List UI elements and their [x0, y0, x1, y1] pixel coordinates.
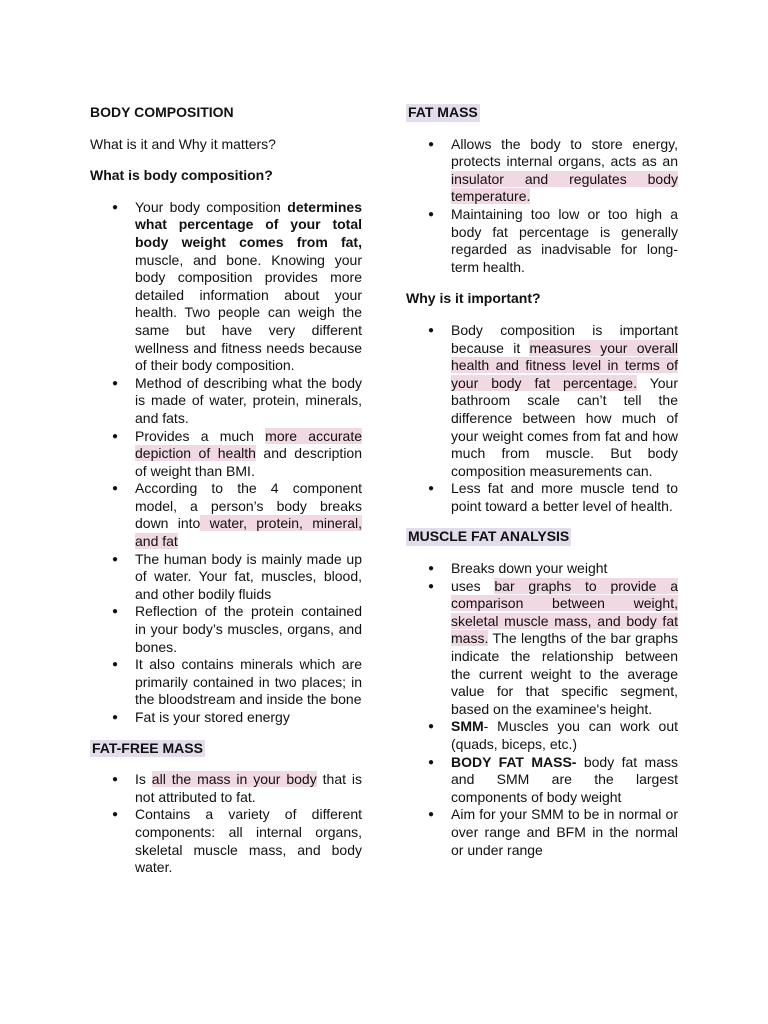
why-important-heading: Why is it important?: [406, 290, 541, 307]
text-run: It also contains minerals which are primarily contained in two places; in the bloodstream and inside the bone: [135, 656, 362, 708]
list-item: [90, 656, 362, 709]
text-run: Maintaining too low or too high a body fat percentage is generally regarded as inadvisable for long-term health.: [451, 205, 678, 275]
list-item: [406, 718, 678, 753]
text-run: Fat is your stored energy: [135, 709, 290, 725]
list-item: [406, 806, 678, 859]
text-run: and description of weight than BMI.: [135, 445, 363, 479]
text-run: uses: [451, 577, 495, 594]
importance-list: [406, 322, 678, 516]
composition-list: [90, 199, 362, 727]
fat-free-mass-list: [90, 771, 362, 877]
muscle-fat-analysis-heading: MUSCLE FAT ANALYSIS: [408, 528, 570, 545]
list-item: [406, 560, 678, 578]
list-item: [90, 603, 362, 656]
list-item: [406, 754, 678, 807]
bold-text: determines what percentage of your total body weight comes from fat,: [135, 198, 362, 250]
list-item: [90, 771, 362, 806]
right-column: [406, 104, 678, 859]
highlighted-text: water, protein, mineral, and fat: [135, 515, 362, 550]
list-item: [406, 578, 678, 719]
text-run: Your bathroom scale can’t tell the difference between how much of your weight comes from fat and how much from muscle. But body composition measurements can.: [451, 374, 678, 479]
list-item: [90, 709, 362, 727]
bold-text: BODY FAT MASS-: [451, 753, 577, 770]
list-item: [406, 480, 678, 515]
list-item: [406, 322, 678, 480]
list-item: [406, 136, 678, 206]
list-item: [90, 428, 362, 481]
text-run: The lengths of the bar graphs indicate the relationship between the current weight to the average value for that specific segment, based on the examinee's height.: [451, 630, 678, 717]
text-run: Provides a much: [135, 427, 266, 444]
list-item: [90, 375, 362, 428]
list-item: [90, 480, 362, 550]
highlighted-text: all the mass in your body: [151, 771, 317, 788]
highlighted-text: more accurate depiction of health: [135, 427, 362, 462]
list-item: [406, 206, 678, 276]
text-run: - Muscles you can work out (quads, biceps, etc.): [451, 718, 678, 752]
text-run: Contains a variety of different components: all internal organs, skeletal muscle mass, and body water.: [135, 806, 362, 876]
text-run: Method of describing what the body is made of water, protein, minerals, and fats.: [135, 374, 362, 426]
left-column: [90, 104, 362, 877]
list-item: [90, 199, 362, 375]
list-item: [90, 551, 362, 604]
text-run: body fat mass and SMM are the largest components of body weight: [451, 753, 678, 805]
text-run: Less fat and more muscle tend to point toward a better level of health.: [451, 480, 678, 514]
text-run: According to the 4 component model, a person’s body breaks down into: [135, 480, 362, 532]
subtitle: What is it and Why it matters?: [90, 135, 276, 152]
list-item: [90, 806, 362, 876]
text-run: Your body composition: [135, 198, 288, 215]
bold-text: SMM: [451, 718, 484, 735]
text-run: Allows the body to store energy, protects internal organs, acts as an: [451, 135, 678, 170]
text-run: Breaks down your weight: [451, 560, 608, 577]
question-heading: What is body composition?: [90, 167, 273, 184]
text-run: Reflection of the protein contained in your body’s muscles, organs, and bones.: [135, 603, 362, 655]
text-run: that is not attributed to fat.: [135, 771, 363, 805]
text-run: muscle, and bone. Knowing your body composition provides more detailed information about your health. Two people can weigh the same but have very different wellness and fitness needs because of their body composition.: [135, 251, 362, 374]
fat-mass-list: [406, 136, 678, 277]
highlighted-text: insulator and regulates body temperature.: [451, 170, 678, 205]
fat-mass-heading: FAT MASS: [408, 104, 478, 120]
highlighted-text: bar graphs to provide a comparison between weight, skeletal muscle mass, and body fat mass.: [451, 577, 678, 647]
page-title: BODY COMPOSITION: [90, 104, 234, 120]
highlighted-text: measures your overall health and fitness level in terms of your body fat percentage.: [451, 339, 678, 391]
text-run: Is: [135, 771, 152, 788]
text-run: Aim for your SMM to be in normal or over range and BFM in the normal or under range: [451, 806, 678, 858]
text-run: The human body is mainly made up of water. Your fat, muscles, blood, and other bodily fluids: [135, 550, 362, 602]
muscle-fat-analysis-list: [406, 560, 678, 859]
text-run: Body composition is important because it: [451, 321, 678, 356]
fat-free-mass-heading: FAT-FREE MASS: [92, 739, 203, 756]
